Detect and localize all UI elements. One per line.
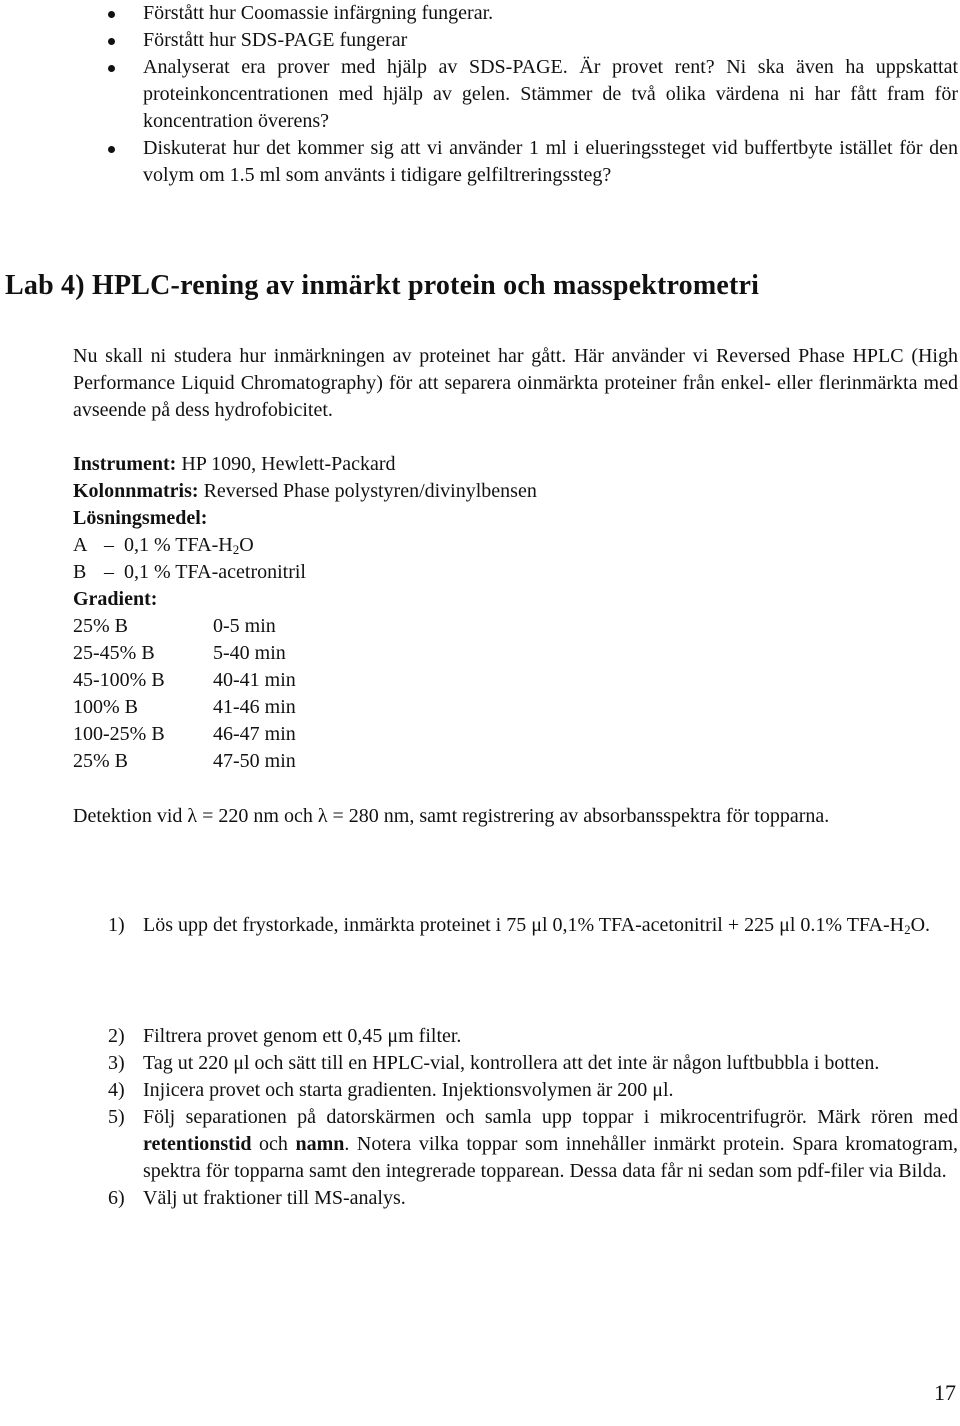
- solvent-b: B – 0,1 % TFA-acetronitril: [73, 561, 306, 583]
- procedure-step-6: 6) Välj ut fraktioner till MS-analys.: [108, 1187, 406, 1209]
- instrument-value: HP 1090, Hewlett-Packard: [176, 453, 396, 475]
- column-label: Kolonnmatris:: [73, 480, 199, 502]
- gradient-row: 25% B 47-50 min: [73, 750, 296, 772]
- bullet-item: Diskuterat hur det kommer sig att vi använder 1 ml i elueringssteget vid buffertbyte istället för den volym om 1.5 ml som använts i tidigare gelfiltreringssteg?: [108, 135, 958, 189]
- learning-goals-list: [108, 0, 958, 189]
- gradient-row: 100% B 41-46 min: [73, 696, 296, 718]
- solvent-a: A – 0,1 % TFA-$H_2O$: [73, 534, 254, 557]
- intro-paragraph: Nu skall ni studera hur inmärkningen av proteinet har gått. Här använder vi Reversed Phase HPLC (High Performance Liquid Chromatography) för att separera oinmärkta proteiner från enkel- eller flerinmärkta med avseende på dess hydrofobicitet.: [73, 345, 958, 421]
- name-emphasis: namn: [295, 1133, 345, 1155]
- bullet-dot-icon: [108, 38, 115, 45]
- procedure-step-3: 3) Tag ut 220 μl och sätt till en HPLC-vial, kontrollera att det inte är någon luftbubbla i botten.: [108, 1052, 880, 1074]
- bullet-item: Förstått hur SDS-PAGE fungerar: [108, 27, 958, 54]
- hplc-specification: [73, 451, 537, 775]
- detection-paragraph: Detektion vid λ = 220 nm och λ = 280 nm, samt registrering av absorbansspektra för topparna.: [73, 805, 830, 827]
- gradient-row: 100-25% B 46-47 min: [73, 723, 296, 745]
- bullet-dot-icon: [108, 11, 115, 18]
- column-value: Reversed Phase polystyren/divinylbensen: [198, 480, 537, 502]
- procedure-step-2: 2) Filtrera provet genom ett 0,45 μm filter.: [108, 1025, 462, 1047]
- bullet-item: Förstått hur Coomassie infärgning fungerar.: [108, 0, 958, 27]
- procedure-steps: [108, 1023, 958, 1212]
- procedure-step-5: 5) Följ separationen på datorskärmen och samla upp toppar i mikrocentrifugrör. Märk rören med retentionstid och namn. Notera vilka toppar som innehåller inmärkt protein. Spara kromatogram, spektra för topparna samt den integrerade topparean. Dessa data får ni sedan som pdf-filer via Bilda.: [108, 1106, 959, 1182]
- instrument-label: Instrument:: [73, 453, 177, 475]
- procedure-step-4: 4) Injicera provet och starta gradienten. Injektionsvolymen är 200 μl.: [108, 1079, 674, 1101]
- bullet-dot-icon: [108, 146, 115, 153]
- retention-time-emphasis: retentionstid: [143, 1133, 252, 1155]
- page-number: 17: [934, 1380, 956, 1405]
- solvent-label: Lösningsmedel:: [73, 507, 208, 529]
- procedure-step-1: 1) Lös upp det frystorkade, inmärkta proteinet i 75 μl 0,1% TFA-acetonitril + 225 μl 0.1% TFA-$H_2O$.: [108, 914, 931, 937]
- gradient-row: 45-100% B 40-41 min: [73, 669, 296, 691]
- column-line: [73, 478, 537, 505]
- bullet-item: Analyserat era prover med hjälp av SDS-PAGE. Är provet rent? Ni ska även ha uppskattat proteinkoncentrationen med hjälp av gelen. Stämmer de två olika värdena ni har fått fram för koncentration överens?: [108, 54, 958, 135]
- bullet-dot-icon: [108, 65, 115, 72]
- instrument-line: [73, 451, 537, 478]
- section-heading: Lab 4) HPLC-rening av inmärkt protein och masspektrometri: [5, 270, 760, 301]
- gradient-label: Gradient:: [73, 588, 158, 610]
- gradient-row: 25-45% B 5-40 min: [73, 642, 286, 664]
- gradient-row: 25% B 0-5 min: [73, 615, 276, 637]
